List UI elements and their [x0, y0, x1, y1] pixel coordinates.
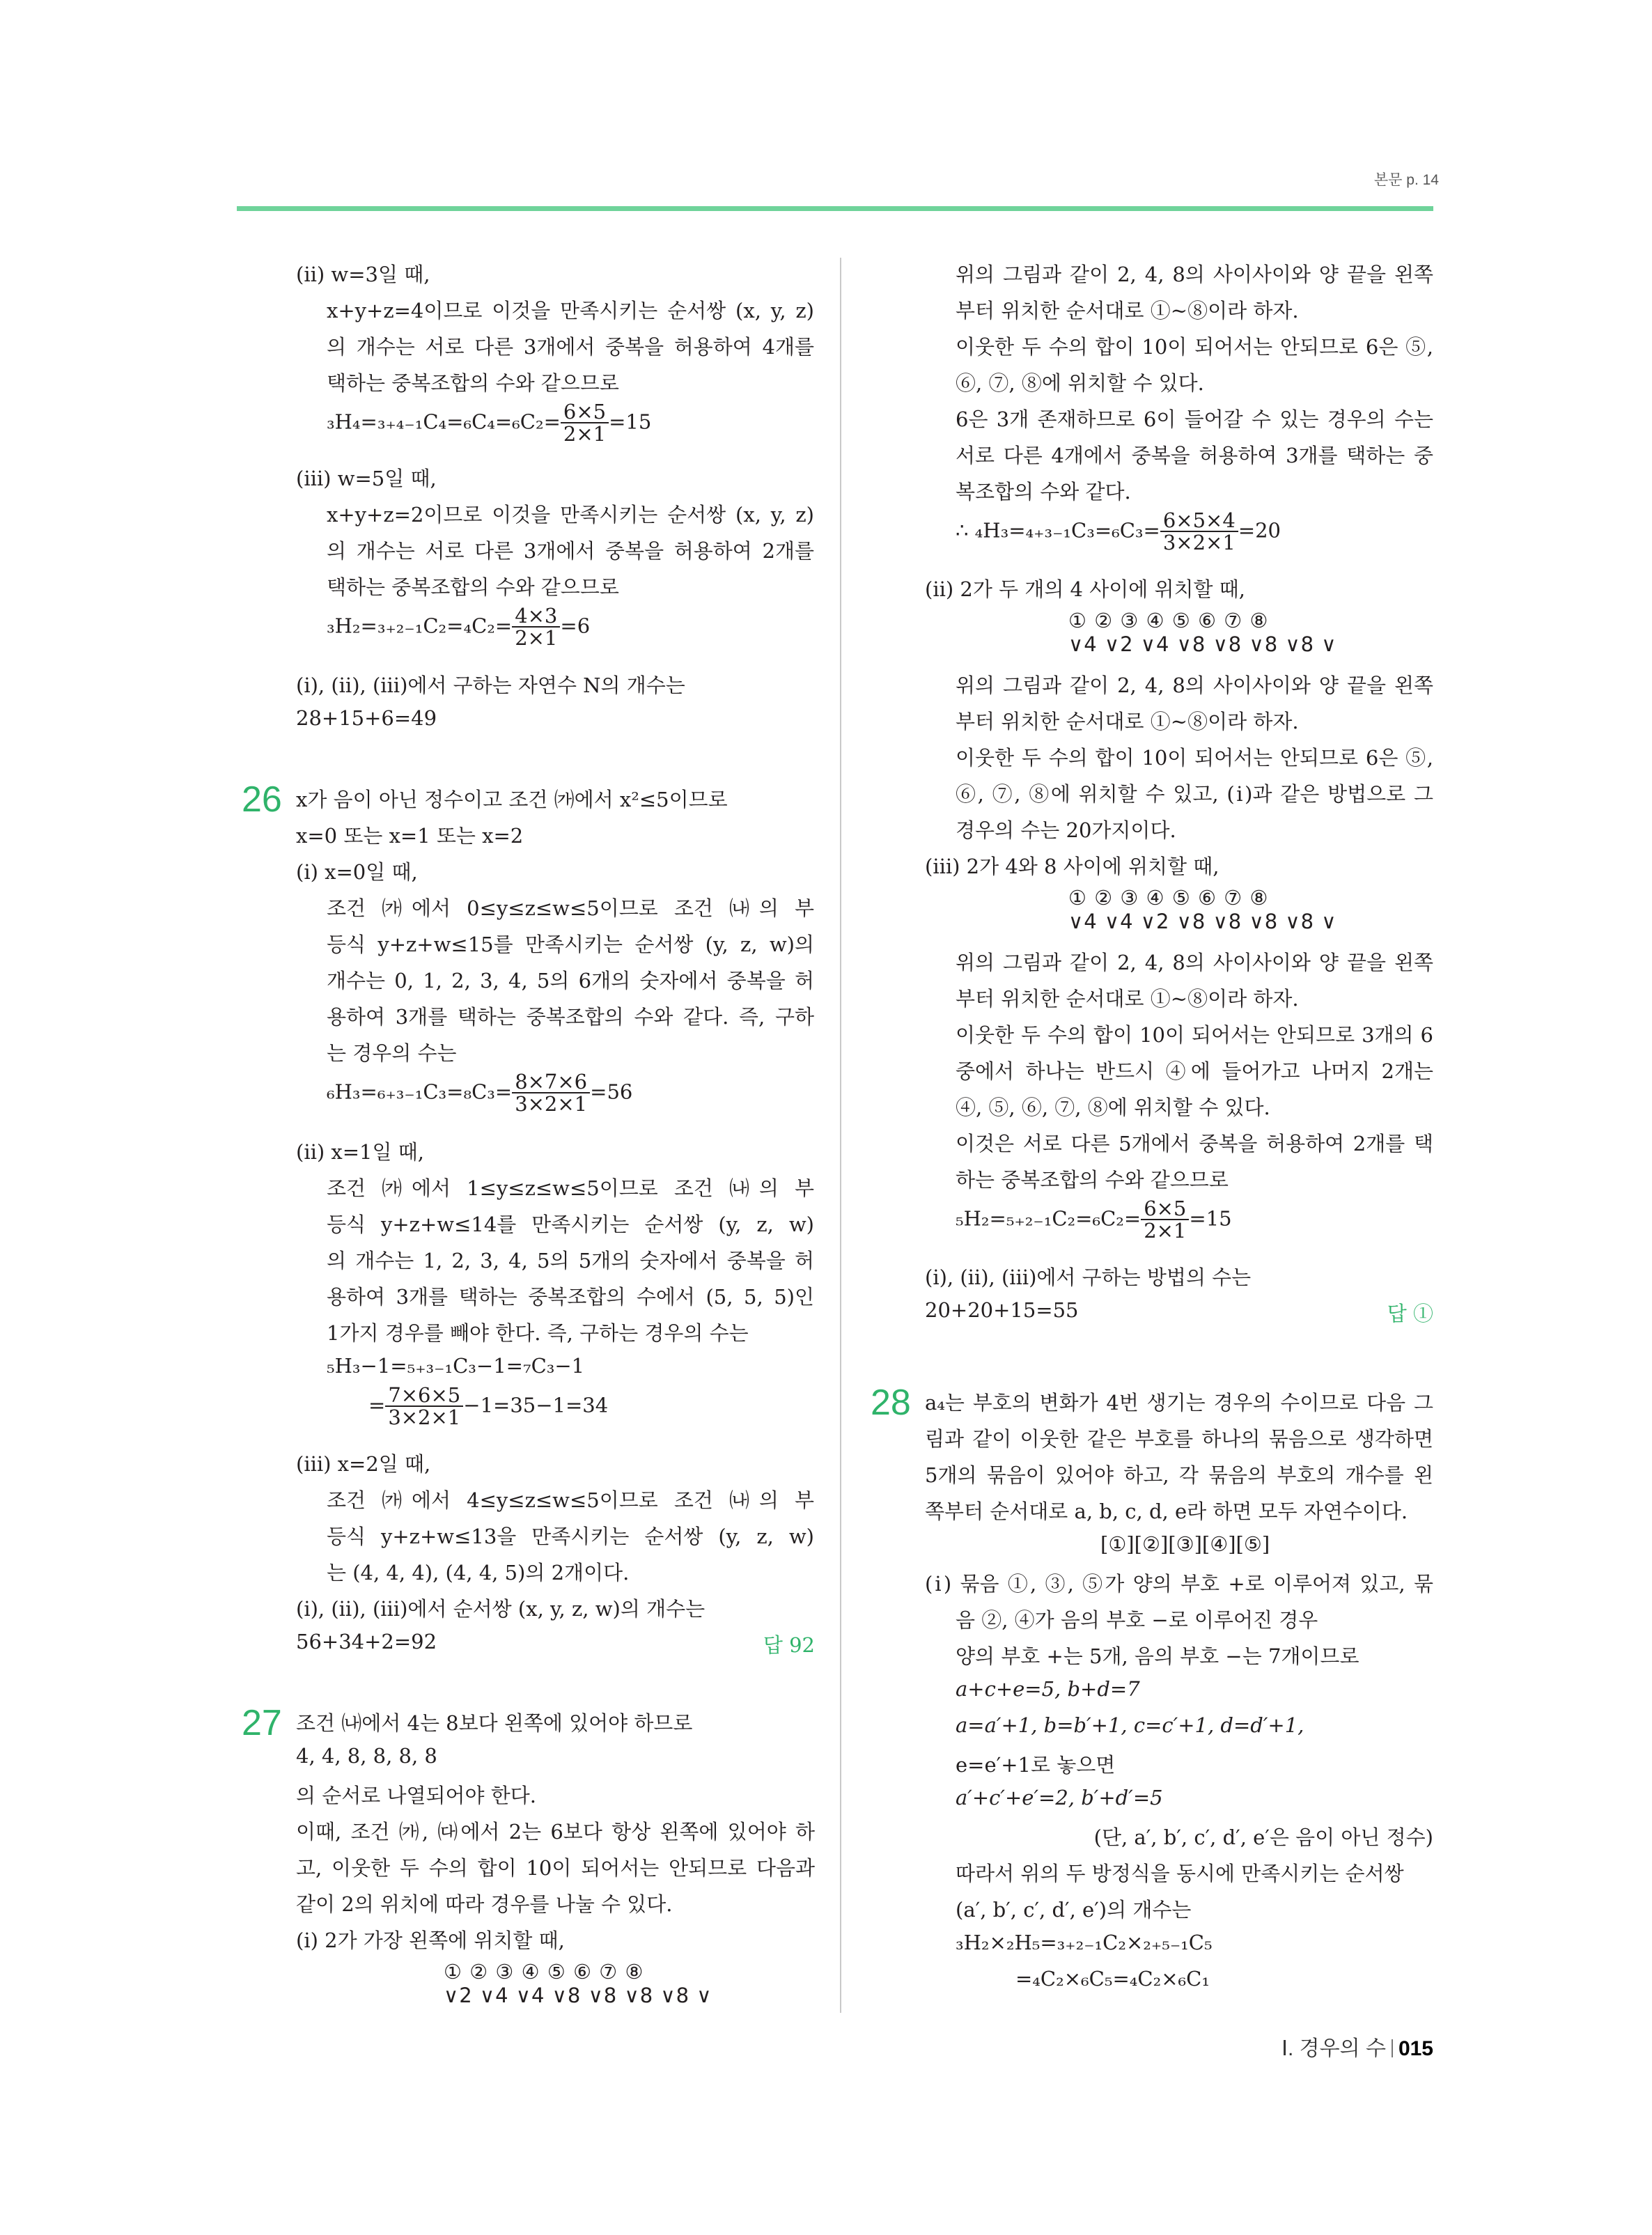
formula-lhs: ₅H₂=₅₊₂₋₁C₂=₆C₂=: [956, 1206, 1141, 1231]
text-line: x=0 또는 x=1 또는 x=2: [296, 824, 524, 848]
case-title: (ⅰ) x=0일 때,: [296, 860, 418, 884]
text-line: ⑥, ⑦, ⑧에 위치할 수 있다.: [956, 371, 1204, 395]
denominator: 2×1: [1144, 1219, 1187, 1243]
fraction: [561, 401, 609, 445]
text-line: 의 개수는 1, 2, 3, 4, 5의 5개의 숫자에서 중복을 허: [327, 1249, 814, 1272]
footer-divider: [1392, 2039, 1393, 2057]
text-line: 의 개수는 서로 다른 3개에서 중복을 허용하여 2개를: [327, 539, 814, 563]
numerator: 6×5: [561, 401, 609, 423]
numerator: 4×3: [512, 605, 560, 628]
text-line: 위의 그림과 같이 2, 4, 8의 사이사이와 양 끝을 왼쪽: [956, 673, 1433, 697]
text-line: 같이 2의 위치에 따라 경우를 나눌 수 있다.: [296, 1892, 673, 1916]
case-title: (ⅲ) w=5일 때,: [296, 467, 437, 490]
fraction: [1160, 510, 1238, 554]
text-line: 등식 y+z+w≤13을 만족시키는 순서쌍 (y, z, w): [327, 1525, 814, 1548]
text-line: 등식 y+z+w≤14를 만족시키는 순서쌍 (y, z, w): [327, 1213, 814, 1236]
page-footer: [1281, 2031, 1433, 2062]
text-line: 등식 y+z+w≤15를 만족시키는 순서쌍 (y, z, w)의: [327, 933, 814, 956]
text-line: 중에서 하나는 반드시 ④에 들어가고 나머지 2개는: [956, 1059, 1433, 1083]
conclusion: (ⅰ), (ⅱ), (ⅲ)에서 구하는 자연수 N의 개수는: [296, 673, 685, 697]
denominator: 2×1: [563, 422, 607, 446]
text-line: (a′, b′, c′, d′, e′)의 개수는: [956, 1898, 1192, 1922]
text-line: 조건 ㈎에서 4≤y≤z≤w≤5이므로 조건 ㈏의 부: [327, 1488, 814, 1512]
text-line: (ⅰ) 묶음 ①, ③, ⑤가 양의 부호 +로 이루어져 있고, 묶: [925, 1572, 1433, 1596]
text-line: 이웃한 두 수의 합이 10이 되어서는 안되므로 6은 ⑤,: [956, 746, 1433, 770]
answer-label: 답 92: [763, 1633, 815, 1657]
text-line: 의 순서로 나열되어야 한다.: [296, 1784, 537, 1807]
formula-result: =15: [609, 410, 652, 434]
text-line: 1가지 경우를 빼야 한다. 즉, 구하는 경우의 수는: [327, 1321, 749, 1345]
answer-label: 답 ①: [1387, 1302, 1433, 1325]
text-line: 는 (4, 4, 4), (4, 4, 5)의 2개이다.: [327, 1561, 630, 1584]
sum-line: 28+15+6=49: [296, 706, 437, 730]
slot-labels: ① ② ③ ④ ⑤ ⑥ ⑦ ⑧: [1068, 609, 1269, 632]
text-line: 조건 ㈎에서 0≤y≤z≤w≤5이므로 조건 ㈏의 부: [327, 896, 814, 920]
denominator: 3×2×1: [388, 1405, 461, 1430]
denominator: 3×2×1: [515, 1092, 588, 1116]
numerator: 6×5×4: [1160, 510, 1238, 532]
formula-result: =15: [1189, 1206, 1232, 1231]
text-line: 택하는 중복조합의 수와 같으므로: [327, 575, 619, 599]
denominator: 2×1: [515, 626, 558, 651]
fraction: [512, 1071, 590, 1115]
formula-lhs: ∴ ₄H₃=₄₊₃₋₁C₃=₆C₃=: [956, 518, 1160, 543]
text-line: 이것은 서로 다른 5개에서 중복을 허용하여 2개를 택: [956, 1132, 1433, 1155]
text-line: 복조합의 수와 같다.: [956, 480, 1131, 504]
text-line: 5개의 묶음이 있어야 하고, 각 묶음의 부호의 개수를 왼: [925, 1463, 1433, 1487]
slot-sequence: ∨2 ∨4 ∨4 ∨8 ∨8 ∨8 ∨8 ∨: [444, 1984, 712, 2007]
problem-number: 27: [242, 1703, 282, 1743]
text-line: 의 개수는 서로 다른 3개에서 중복을 허용하여 4개를: [327, 335, 814, 359]
page-reference: 본문 p. 14: [1373, 172, 1439, 188]
formula: ₅H₃−1=₅₊₃₋₁C₃−1=₇C₃−1: [327, 1354, 585, 1378]
problem-number: 28: [871, 1383, 911, 1423]
text-line: 부터 위치한 순서대로 ①~⑧이라 하자.: [956, 710, 1299, 733]
case-title: (ⅱ) x=1일 때,: [296, 1140, 424, 1164]
text-line: 양의 부호 +는 5개, 음의 부호 −는 7개이므로: [956, 1644, 1359, 1668]
text-line: 조건 ㈎에서 1≤y≤z≤w≤5이므로 조건 ㈏의 부: [327, 1176, 814, 1200]
case-title: (ⅰ) 2가 가장 왼쪽에 위치할 때,: [296, 1929, 565, 1952]
problem-number: 26: [242, 779, 282, 820]
sum-line: 20+20+15=55: [925, 1298, 1079, 1322]
formula-result: =20: [1238, 518, 1281, 543]
formula-lhs: ₆H₃=₆₊₃₋₁C₃=₈C₃=: [327, 1080, 513, 1104]
text-line: 용하여 3개를 택하는 중복조합의 수와 같다. 즉, 구하: [327, 1005, 814, 1029]
text-line: 는 경우의 수는: [327, 1041, 457, 1065]
text-line: 위의 그림과 같이 2, 4, 8의 사이사이와 양 끝을 왼쪽: [956, 263, 1433, 286]
text-line: e=e′+1로 놓으면: [956, 1753, 1116, 1777]
text-line: 림과 같이 이웃한 같은 부호를 하나의 묶음으로 생각하면: [925, 1427, 1433, 1451]
slot-labels: ① ② ③ ④ ⑤ ⑥ ⑦ ⑧: [1068, 886, 1269, 910]
text-line: 위의 그림과 같이 2, 4, 8의 사이사이와 양 끝을 왼쪽: [956, 951, 1433, 974]
text-line: 서로 다른 4개에서 중복을 허용하여 3개를 택하는 중: [956, 444, 1433, 467]
formula: ₃H₂×₂H₅=₃₊₂₋₁C₂×₂₊₅₋₁C₅: [956, 1931, 1213, 1954]
slot-sequence: ∨4 ∨4 ∨2 ∨8 ∨8 ∨8 ∨8 ∨: [1068, 910, 1337, 933]
text-line: 개수는 0, 1, 2, 3, 4, 5의 6개의 숫자에서 중복을 허: [327, 969, 814, 992]
formula-lhs: ₃H₄=₃₊₄₋₁C₄=₆C₄=₆C₂=: [327, 410, 561, 434]
formula-result: =6: [560, 614, 591, 638]
slot-sequence: ∨4 ∨2 ∨4 ∨8 ∨8 ∨8 ∨8 ∨: [1068, 632, 1337, 656]
conclusion: (ⅰ), (ⅱ), (ⅲ)에서 순서쌍 (x, y, z, w)의 개수는: [296, 1597, 706, 1621]
text-line: 이웃한 두 수의 합이 10이 되어서는 안되므로 3개의 6: [956, 1023, 1433, 1047]
page-number: 015: [1398, 2037, 1433, 2060]
formula: [327, 1071, 632, 1115]
formula-result: −1=35−1=34: [463, 1393, 609, 1417]
text-line: a₄는 부호의 변화가 4번 생기는 경우의 수이므로 다음 그: [925, 1391, 1433, 1415]
text-line: x+y+z=2이므로 이것을 만족시키는 순서쌍 (x, y, z): [327, 503, 814, 527]
formula: [327, 401, 651, 445]
text-line: ⑥, ⑦, ⑧에 위치할 수 있고, (ⅰ)과 같은 방법으로 그: [956, 782, 1433, 806]
text-line: 부터 위치한 순서대로 ①~⑧이라 하자.: [956, 987, 1299, 1011]
text-line: x+y+z=4이므로 이것을 만족시키는 순서쌍 (x, y, z): [327, 299, 814, 322]
text-line: 택하는 중복조합의 수와 같으므로: [327, 371, 619, 395]
text-line: 경우의 수는 20가지이다.: [956, 818, 1176, 842]
formula: [368, 1385, 608, 1428]
text-line: 이웃한 두 수의 합이 10이 되어서는 안되므로 6은 ⑤,: [956, 335, 1433, 359]
formula-lhs: ₃H₂=₃₊₂₋₁C₂=₄C₂=: [327, 614, 513, 638]
column-divider: [840, 258, 841, 2013]
fraction: [512, 605, 560, 649]
sum-line: 56+34+2=92: [296, 1630, 437, 1653]
formula-lhs: =: [368, 1393, 386, 1417]
fraction: [1141, 1198, 1189, 1242]
sign-groups: [①][②][③][④][⑤]: [1100, 1532, 1270, 1556]
text-line: 4, 4, 8, 8, 8, 8: [296, 1744, 437, 1768]
formula: =₄C₂×₆C₅=₄C₂×₆C₁: [1015, 1967, 1210, 1991]
case-title: (ⅱ) w=3일 때,: [296, 263, 430, 286]
conclusion: (ⅰ), (ⅱ), (ⅲ)에서 구하는 방법의 수는: [925, 1266, 1252, 1289]
numerator: 8×7×6: [512, 1071, 590, 1093]
text-line: x가 음이 아닌 정수이고 조건 ㈎에서 x²≤5이므로: [296, 788, 728, 811]
equation: a+c+e=5, b+d=7: [956, 1677, 1140, 1701]
formula-result: =56: [590, 1080, 633, 1104]
case-title: (ⅲ) 2가 4와 8 사이에 위치할 때,: [925, 855, 1219, 878]
fraction: [385, 1385, 463, 1428]
text-line: 고, 이웃한 두 수의 합이 10이 되어서는 안되므로 다음과: [296, 1856, 815, 1880]
numerator: 7×6×5: [385, 1385, 463, 1407]
text-line: 이때, 조건 ㈎, ㈐에서 2는 6보다 항상 왼쪽에 있어야 하: [296, 1820, 815, 1844]
header-rule: [237, 206, 1433, 211]
slot-labels: ① ② ③ ④ ⑤ ⑥ ⑦ ⑧: [444, 1960, 644, 1984]
text-line: 부터 위치한 순서대로 ①~⑧이라 하자.: [956, 299, 1299, 322]
case-title: (ⅲ) x=2일 때,: [296, 1452, 431, 1476]
chapter-title: Ⅰ. 경우의 수: [1281, 2037, 1386, 2060]
text-line: ④, ⑤, ⑥, ⑦, ⑧에 위치할 수 있다.: [956, 1096, 1270, 1119]
formula: [956, 510, 1281, 554]
formula: [956, 1198, 1232, 1242]
text-line: 하는 중복조합의 수와 같으므로: [956, 1168, 1229, 1192]
text-line: 6은 3개 존재하므로 6이 들어갈 수 있는 경우의 수는: [956, 407, 1433, 431]
numerator: 6×5: [1141, 1198, 1189, 1220]
case-title: (ⅱ) 2가 두 개의 4 사이에 위치할 때,: [925, 577, 1245, 601]
equation: a′+c′+e′=2, b′+d′=5: [956, 1786, 1163, 1809]
text-line: 따라서 위의 두 방정식을 동시에 만족시키는 순서쌍: [956, 1862, 1404, 1885]
text-line: 용하여 3개를 택하는 중복조합의 수에서 (5, 5, 5)인: [327, 1285, 814, 1309]
text-line: 쪽부터 순서대로 a, b, c, d, e라 하면 모두 자연수이다.: [925, 1500, 1408, 1523]
formula: [327, 605, 590, 649]
equation: a=a′+1, b=b′+1, c=c′+1, d=d′+1,: [956, 1713, 1304, 1737]
text-line: 음 ②, ④가 음의 부호 −로 이루어진 경우: [956, 1608, 1318, 1632]
text-line: 조건 ㈏에서 4는 8보다 왼쪽에 있어야 하므로: [296, 1711, 693, 1735]
condition-note: (단, a′, b′, c′, d′, e′은 음이 아닌 정수): [1093, 1825, 1433, 1849]
denominator: 3×2×1: [1162, 531, 1236, 555]
